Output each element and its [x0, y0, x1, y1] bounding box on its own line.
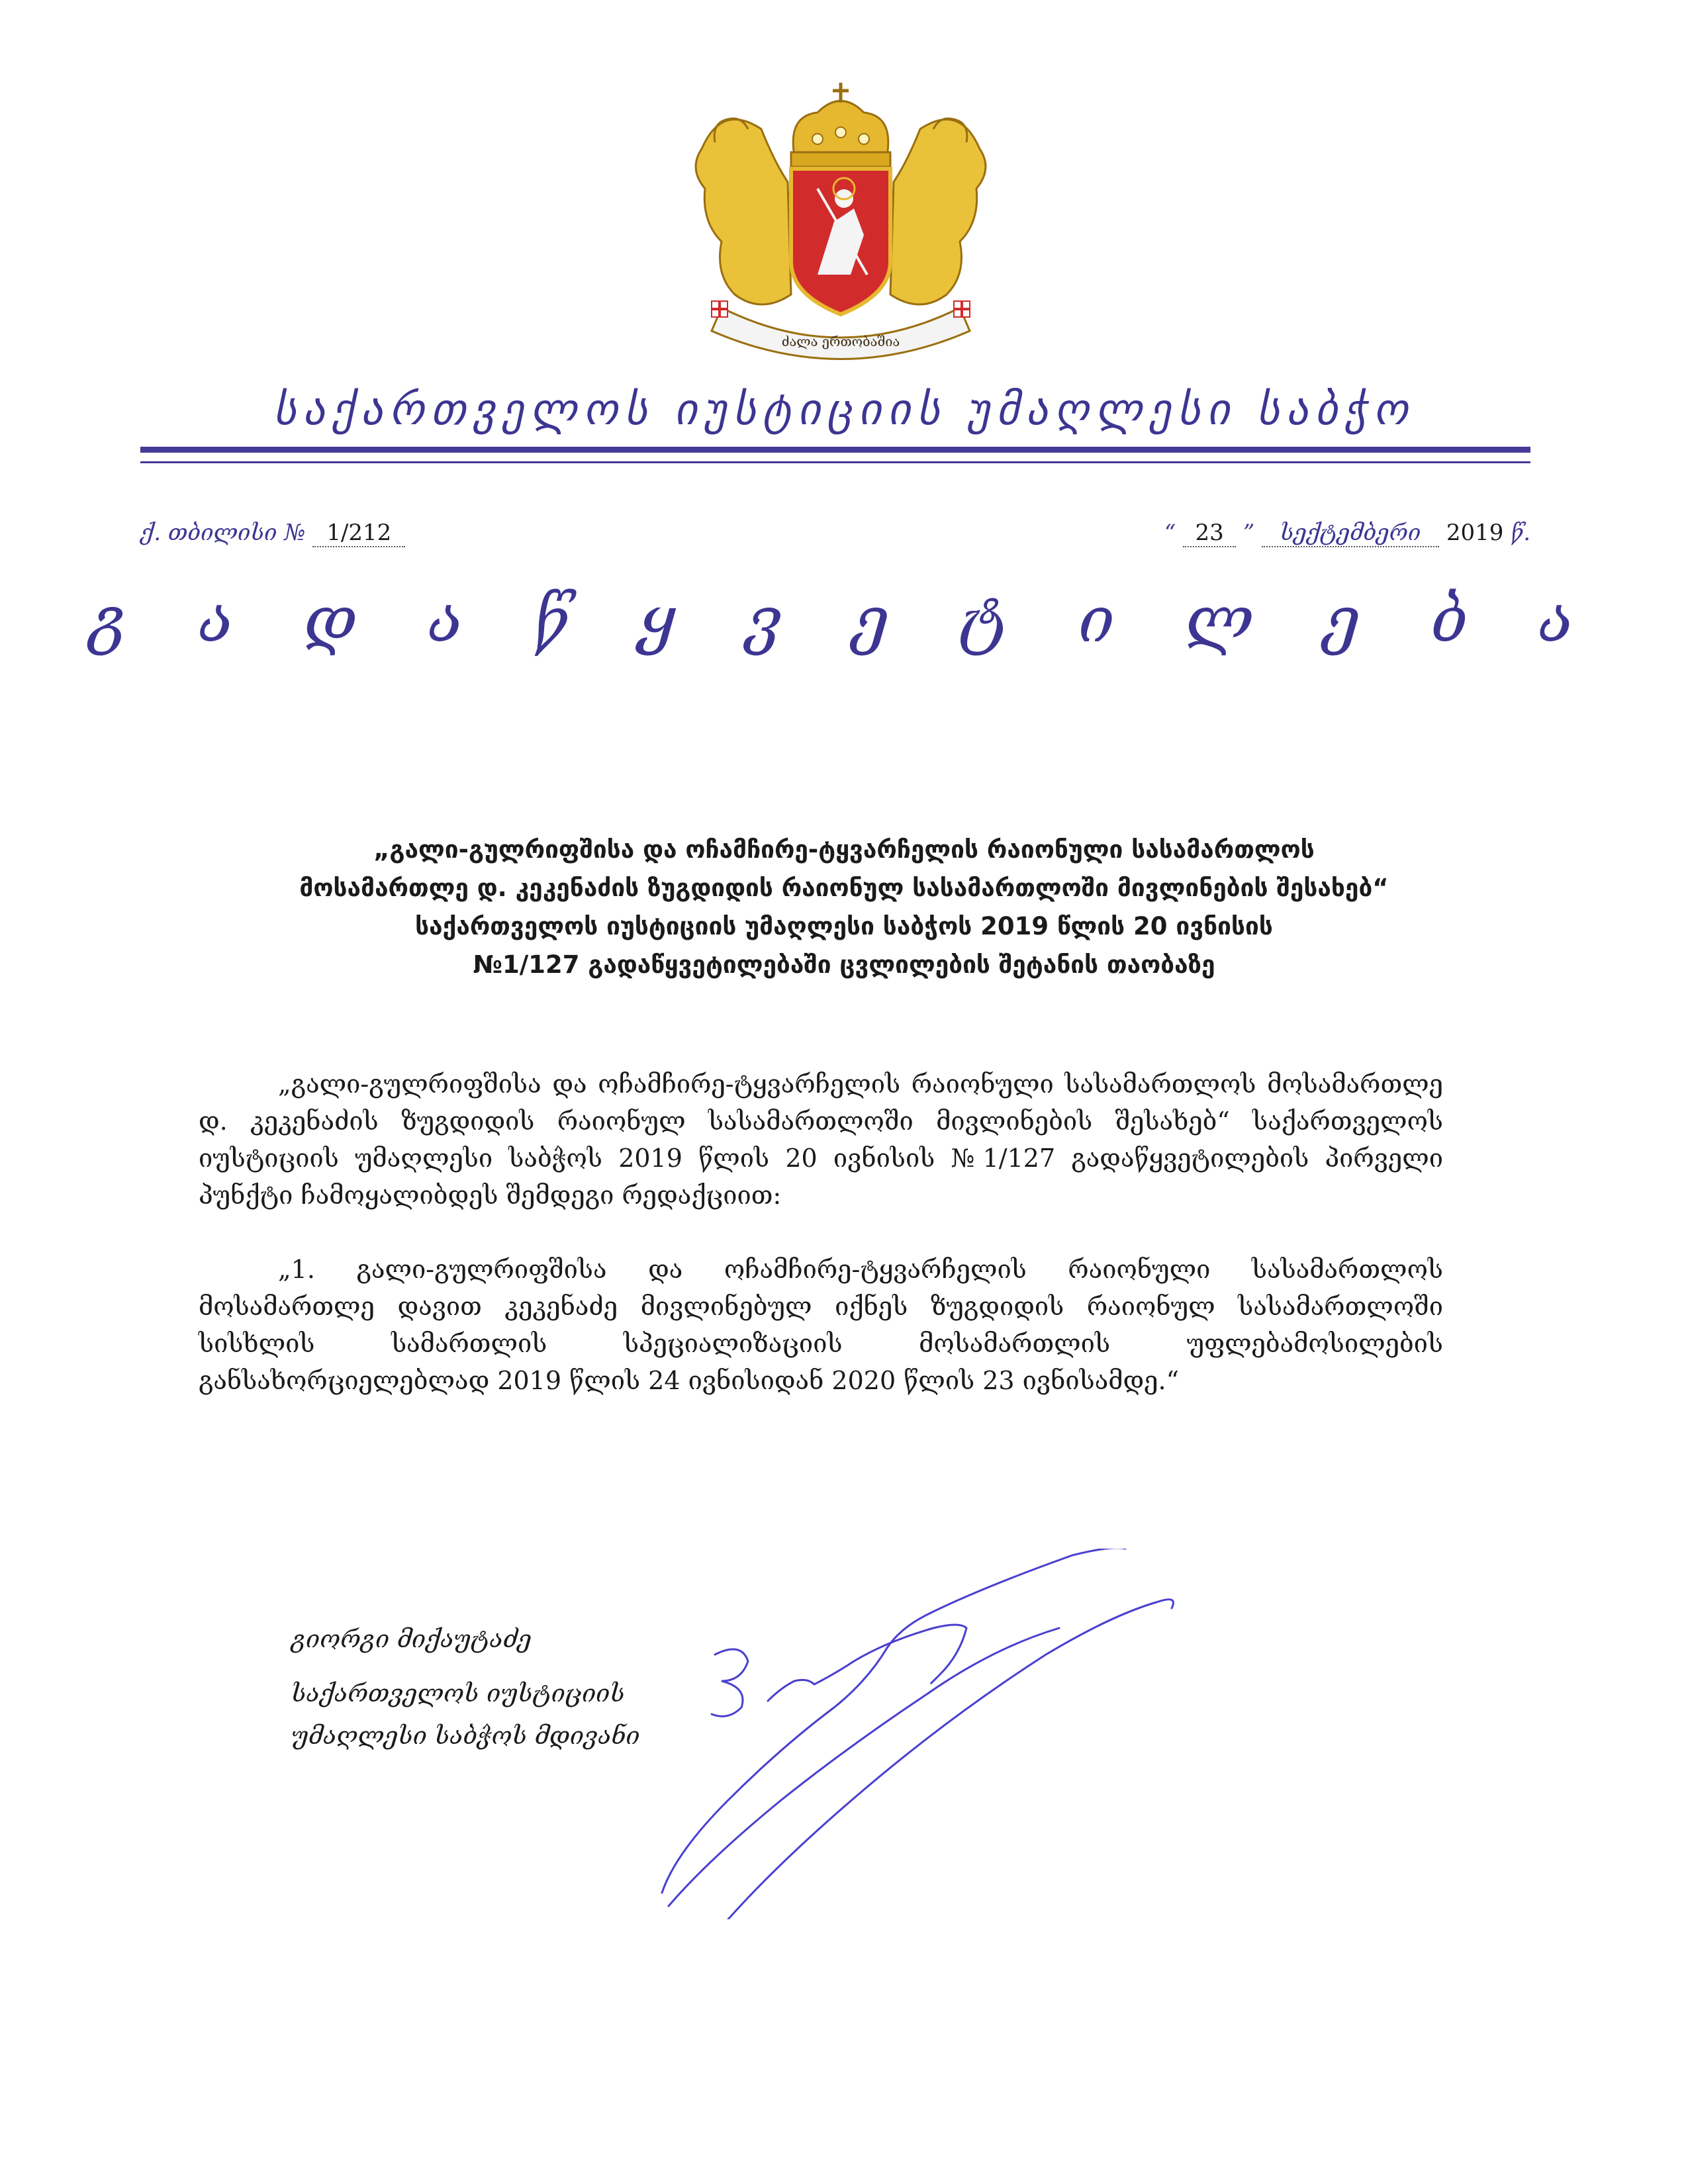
date-year-suffix: წ. — [1511, 520, 1530, 546]
signatory-name: გიორგი მიქაუტაძე — [291, 1625, 532, 1653]
signatory-title-line-2: უმაღლესი საბჭოს მდივანი — [291, 1721, 640, 1750]
document-date — [1164, 520, 1530, 547]
header-rule-thick — [140, 447, 1530, 453]
date-day: 23 — [1183, 520, 1236, 547]
date-close-quote: ” — [1243, 520, 1255, 546]
body-paragraph-1: „გალი-გულრიფშისა და ოჩამჩირე-ტყვარჩელის რაიონული სასამართლოს მოსამართლე დ. კეკენაძის ზუგდიდის რაიონულ სასამართლოში მივლინების შესახებ“ საქართველოს იუსტიციის უმაღლესი საბჭოს 2019 წლის 20 ივნისის №1/127 გადაწყვეტილების პირველი პუნქტი ჩამოყალიბდეს შემდეგი რედაქციით: — [199, 1069, 1443, 1210]
document-number: 1/212 — [312, 520, 405, 547]
date-month: სექტემბერი — [1262, 520, 1439, 547]
document-type-title: გ ა დ ა წ ყ ვ ე ტ ი ლ ე ბ ა — [89, 582, 1599, 657]
body-paragraph-2: „1. გალი-გულრიფშისა და ოჩამჩირე-ტყვარჩელის რაიონული სასამართლოს მოსამართლე დავით კეკენაძე მივლინებულ იქნეს ზუგდიდის რაიონულ სასამართლოში სისხლის სამართლის სპეციალიზაციის მოსამართლის უფლებამოსილების განსახორციელებლად 2019 წლის 24 ივნისიდან 2020 წლის 23 ივნისამდე.“ — [199, 1255, 1443, 1395]
emblem-motto: ძალა ერთობაშია — [781, 334, 900, 349]
subject-line-1: „გალი-გულრიფშისა და ოჩამჩირე-ტყვარჩელის რაიონული სასამართლოს — [373, 835, 1315, 864]
document-location-number — [140, 520, 405, 547]
subject-line-4: №1/127 გადაწყვეტილებაში ცვლილების შეტანის თაობაზე — [473, 950, 1215, 979]
city-label: ქ. თბილისი — [140, 520, 277, 546]
subject-line-3: საქართველოს იუსტიციის უმაღლესი საბჭოს 2019 წლის 20 ივნისის — [415, 912, 1273, 940]
date-year: 2019 — [1446, 520, 1504, 546]
right-lion-icon — [890, 118, 986, 304]
header-rule-thin — [140, 461, 1530, 463]
shield-icon — [791, 169, 890, 314]
signatory-block — [291, 1618, 640, 1757]
handwritten-signature — [649, 1549, 1311, 1919]
signatory-title-line-1: საქართველოს იუსტიციის — [291, 1679, 625, 1707]
date-open-quote: “ — [1164, 520, 1176, 546]
subject-line-2: მოსამართლე დ. კეკენაძის ზუგდიდის რაიონულ სასამართლოში მივლინების შესახებ“ — [299, 874, 1389, 902]
left-lion-icon — [696, 118, 791, 304]
crown-icon — [791, 83, 890, 167]
coat-of-arms-emblem — [675, 76, 1006, 361]
organization-name: საქართველოს იუსტიციის უმაღლესი საბჭო — [273, 384, 1415, 435]
decision-subject — [165, 831, 1523, 984]
number-sign: № — [284, 520, 306, 546]
